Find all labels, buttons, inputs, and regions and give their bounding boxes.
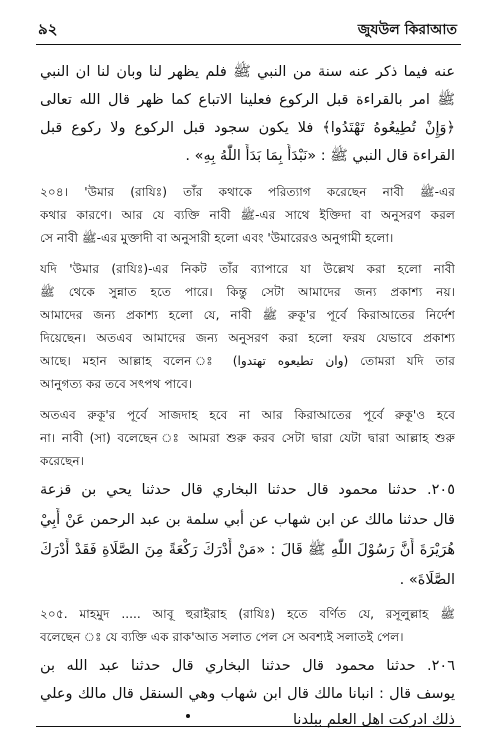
running-title: জুযউল কিরাআত	[357, 22, 457, 38]
arabic-text-line: عنه فيما ذكر عنه سنة من النبي ﷺ فلم يظهر لنا وبان لنا ان النبي	[40, 64, 455, 80]
arabic-text-line: ٢٠٦. حدثنا محمود قال حدثنا البخاري قال حدثنا عبد الله بن	[40, 658, 455, 674]
bengali-text-line: ২০৪। 'উমার (রাযিঃ) তাঁর কথাকে পরিত্যাগ করেছেন নাবী ﷺ-এর	[40, 185, 455, 199]
bengali-text-line: কথার কারণে। আর যে ব্যক্তি নাবী ﷺ-এর সাথে ইক্তিদা বা অনুসরণ করল	[40, 208, 455, 222]
footer-dot	[186, 714, 190, 718]
bengali-text-line: না। নাবী (সা) বলেছেন ঃ আমরা শুরু করব সেটা দ্বারা যেটা দ্বারা আল্লাহ শুরু	[40, 431, 455, 445]
bengali-text-line: সে নাবী ﷺ-এর মুক্তাদী বা অনুসারী হলো এবং 'উমারেরও অনুগামী হলো।	[40, 231, 394, 245]
arabic-text-line: قال حدثنا مالك عن ابن شهاب عن أبي سلمة بن عبد الرحمن عَنْ أَبِيْ	[40, 512, 455, 528]
arabic-text-line: ذلك ادركت اهل العلم ببلدنا	[293, 712, 455, 728]
bengali-text-line: করেছেন।	[40, 454, 85, 468]
bengali-text-line: বলেছেন ঃ যে ব্যক্তি এক রাক'আত সলাত পেল সে অবশ্যই সলাতই পেল।	[40, 630, 404, 644]
page-number: ৯২	[38, 20, 58, 38]
arabic-text-line: ﷺ امر بالقراءة قبل الركوع فعلينا الاتباع كما ظهر قال الله تعالى	[40, 92, 455, 108]
bengali-text-line: আমাদের জন্য প্রকাশ্য হলো যে, নাবী ﷺ রুকূ'র পূর্বে কিরাআতের নির্দেশ	[40, 308, 455, 322]
footer-rule	[36, 726, 461, 727]
bengali-text-line: ২০৫. মাহমুদ ..... আবূ হুরাইরাহ (রাযিঃ) হতে বর্ণিত যে, রসূলুল্লাহ ﷺ	[40, 607, 455, 621]
bengali-text-line: যদি 'উমার (রাযিঃ)-এর নিকট তাঁর ব্যাপারে যা উল্লেখ করা হলো নাবী	[40, 262, 455, 276]
arabic-text-line: ﴿وَإِنْ تُطِيعُوهُ تَهْتَدُوا﴾ فلا يكون سجود قبل الركوع ولا ركوع قبل	[40, 120, 455, 136]
bengali-text-line: দিয়েছেন। অতএব আমাদের জন্য অনুসরণ করা হলো ফরয যেভাবে প্রকাশ্য	[40, 331, 455, 345]
bengali-text-line: আছে। মহান আল্লাহ বলেন ঃ (وان تطيعوه تهتدوا) তোমরা যদি তার	[40, 354, 455, 368]
bengali-text-line: আনুগত্য কর তবে সৎপথ পাবে।	[40, 377, 193, 391]
arabic-text-line: الصَّلَاةَ» .	[399, 572, 455, 588]
bengali-text-line: ﷺ থেকে সুন্নাত হতে পারে। কিন্তু সেটা আমাদের জন্য প্রকাশ্য নয়।	[40, 285, 455, 299]
bengali-text-line: অতএব রুকূ'র পূর্বে সাজদাহ হবে না আর কিরাআতের পূর্বে রুকূ'ও হবে	[40, 408, 455, 422]
arabic-text-line: هُرَيْرَةَ أَنَّ رَسُوْلَ اللّٰهِ ﷺ قَالَ : «مَنْ أَدْرَكَ رَكْعَةً مِنَ الصَّلَاةِ فَقَدْ أَدْرَكَ	[40, 542, 455, 558]
arabic-text-line: القراءة قال النبي ﷺ : «نَبْدَأُ بِمَا بَدَأَ اللّٰهُ بِهِ» .	[185, 148, 455, 164]
header-rule	[36, 44, 461, 45]
arabic-text-line: يوسف قال : انبانا مالك قال ابن شهاب وهي السنقل قال مالك وعلي	[40, 686, 455, 702]
arabic-text-line: ٢٠٥. حدثنا محمود قال حدثنا البخاري قال حدثنا يحي بن قزعة	[40, 482, 455, 498]
